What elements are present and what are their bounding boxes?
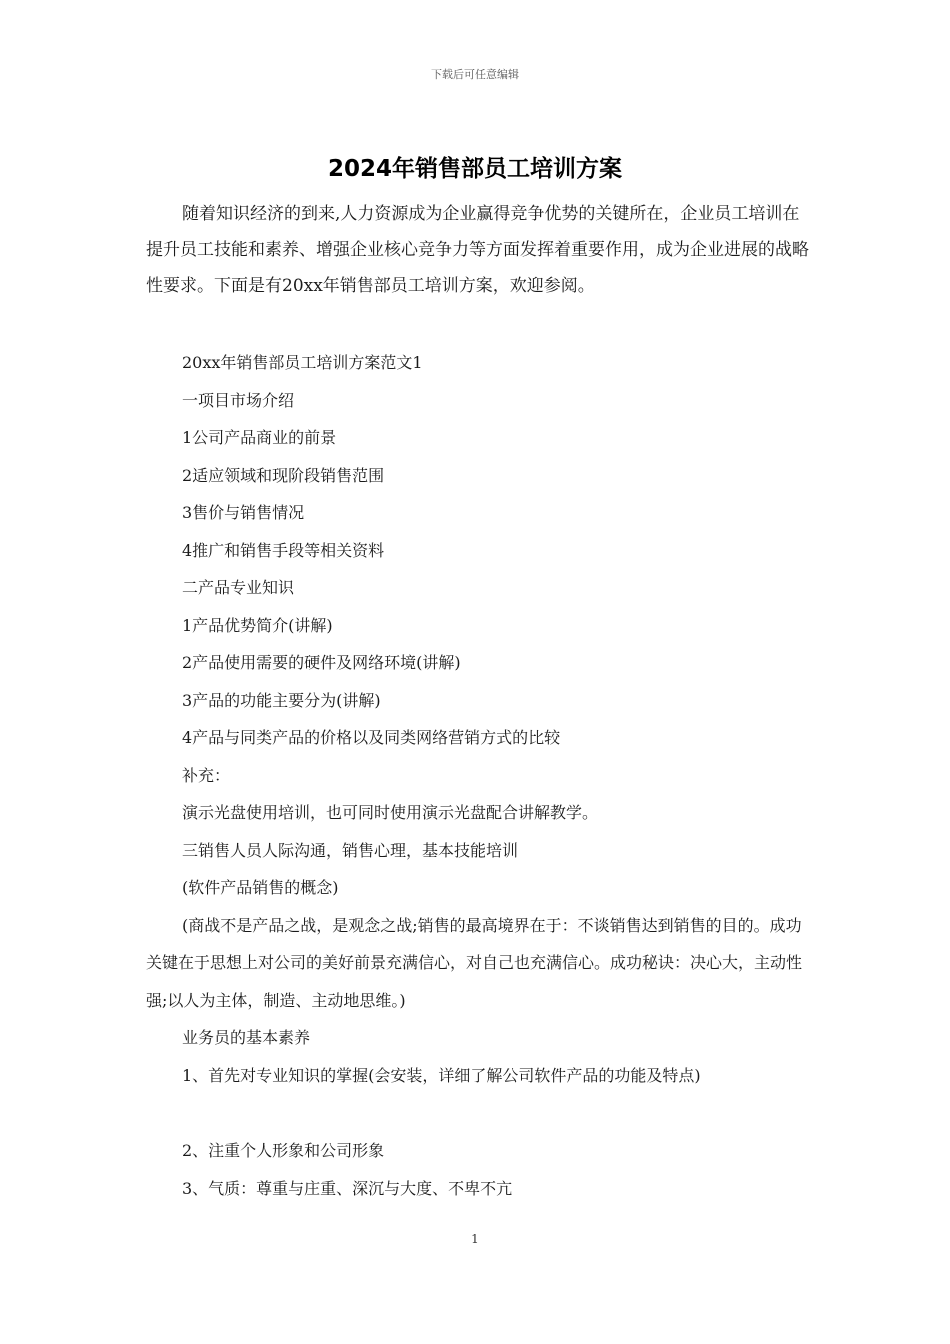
document-title: 2024年销售部员工培训方案 [327, 156, 622, 182]
blank-line [146, 1094, 816, 1132]
list-item: 补充： [182, 765, 231, 785]
list-item: 业务员的基本素养 [182, 1028, 311, 1047]
list-item: (软件产品销售的概念) [182, 878, 339, 897]
list-item: 2适应领域和现阶段销售范围 [182, 465, 385, 485]
intro-paragraph: 随着知识经济的到来,人力资源成为企业赢得竞争优势的关键所在，企业员工培训在提升员工技能和素养、增强企业核心竞争力等方面发挥着重要作用，成为企业进展的战略性要求。下面是有20xx年销售部员工培训方案，欢迎参阅。 [146, 204, 809, 296]
list-item: 二产品专业知识 [182, 578, 295, 597]
list-item: 2产品使用需要的硬件及网络环境(讲解) [182, 653, 461, 672]
list-item: 1产品优势简介(讲解) [182, 615, 333, 635]
list-item: 3售价与销售情况 [182, 503, 305, 522]
list-item: 一项目市场介绍 [182, 390, 295, 410]
list-item: 3产品的功能主要分为(讲解) [182, 690, 381, 710]
list-item: 三销售人员人际沟通，销售心理，基本技能培训 [182, 840, 519, 860]
document-body [146, 344, 816, 1207]
list-item: 演示光盘使用培训，也可同时使用演示光盘配合讲解教学。 [182, 803, 599, 822]
page-number: 1 [471, 1232, 479, 1246]
list-item: 2、注重个人形象和公司形象 [182, 1141, 385, 1160]
list-item: 4产品与同类产品的价格以及同类网络营销方式的比较 [182, 728, 561, 747]
section-heading: 20xx年销售部员工培训方案范文1 [182, 353, 423, 372]
list-item: 1公司产品商业的前景 [182, 428, 337, 447]
body-paragraph: (商战不是产品之战，是观念之战;销售的最高境界在于：不谈销售达到销售的目的。成功关键在于思想上对公司的美好前景充满信心，对自己也充满信心。成功秘诀：决心大，主动性强;以人为主体，制造、主动地思维。) [146, 915, 803, 1010]
page-header: 下载后可任意编辑 [431, 68, 519, 81]
list-item: 4推广和销售手段等相关资料 [182, 540, 385, 560]
list-item: 1、首先对专业知识的掌握(会安装，详细了解公司软件产品的功能及特点) [182, 1065, 701, 1085]
list-item: 3、气质：尊重与庄重、深沉与大度、不卑不亢 [182, 1178, 513, 1198]
